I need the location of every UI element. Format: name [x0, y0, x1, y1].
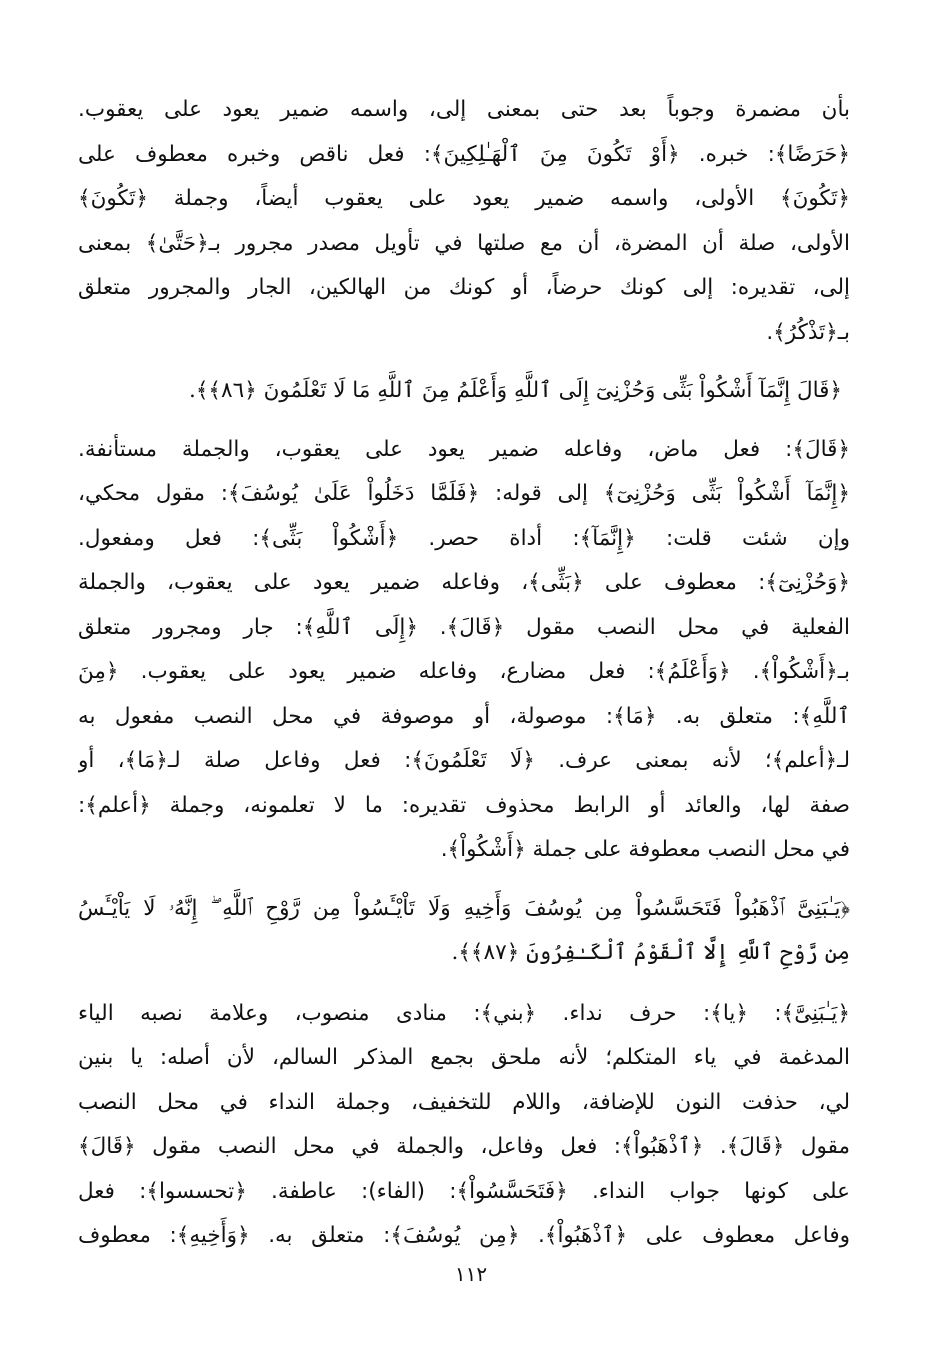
text-line: وإن شئت قلت: ﴿إِنَّمَآ﴾: أداة حصر. ﴿أَشْكُواْ بَثِّى﴾: فعل ومفعول. [78, 525, 850, 551]
text-line: ﴿تَكُونَ﴾ الأولى، واسمه ضمير يعود على يعقوب أيضاً، وجملة ﴿تَكُونَ﴾ [78, 186, 850, 211]
text-line: صفة لها، والعائد أو الرابط محذوف تقديره: ما لا تعلمونه، وجملة ﴿أعلم﴾: [78, 792, 850, 818]
verse-line: ﴿يَـٰبَنِىَّ ٱذْهَبُواْ فَتَحَسَّسُواْ مِن يُوسُفَ وَأَخِيهِ وَلَا تَاْيْـَٔسُواْ مِن رَّوْحِ ٱللَّهِ ۖ إِنَّهُۥ لَا يَاْيْـَٔسُ [78, 895, 850, 921]
text-line: ﴿حَرَضًا﴾: خبره. ﴿أَوْ تَكُونَ مِنَ ٱلْهَـٰلِكِينَ﴾: فعل ناقص وخبره معطوف على [78, 141, 850, 167]
text-line: بأن مضمرة وجوباً بعد حتى بمعنى إلى، واسمه ضمير يعود على يعقوب. [78, 97, 850, 122]
paragraph-3 [78, 992, 850, 1259]
spacer [78, 873, 850, 887]
text-line: لي، حذفت النون للإضافة، واللام للتخفيف، وجملة النداء في محل النصب [78, 1089, 850, 1115]
text-line: المدغمة في ياء المتكلم؛ لأنه ملحق بجمع المذكر السالم، لأن أصله: يا بنين [78, 1045, 850, 1070]
text-line: ﴿يَـٰبَنِىَّ﴾: ﴿يا﴾: حرف نداء. ﴿بني﴾: منادى منصوب، وعلامة نصبه الياء [78, 1000, 850, 1026]
text-line: إلى، تقديره: إلى كونك حرضاً، أو كونك من الهالكين، الجار والمجرور متعلق [78, 275, 850, 300]
spacer [78, 355, 850, 369]
text-line: الفعلية في محل النصب مقول ﴿قَالَ﴾. ﴿إِلَى ٱللَّهِ﴾: جار ومجرور متعلق [78, 614, 850, 640]
text-line: في محل النصب معطوفة على جملة ﴿أَشْكُواْ﴾. [440, 837, 850, 862]
verse-line: ﴿قَالَ إِنَّمَآ أَشْكُواْ بَثِّى وَحُزْنِىٓ إِلَى ٱللَّهِ وَأَعْلَمُ مِنَ ٱللَّهِ مَا لَا تَعْلَمُونَ ﴿٨٦﴾﴾. [189, 378, 842, 403]
text-line: ﴿إِنَّمَآ أَشْكُواْ بَثِّى وَحُزْنِىٓ﴾ إلى قوله: ﴿فَلَمَّا دَخَلُواْ عَلَىٰ يُوسُفَ﴾: مقول محكي، [78, 481, 850, 506]
quran-verse-87 [78, 887, 850, 976]
quran-verse-86 [78, 369, 850, 414]
text-line: ٱللَّهِ﴾: متعلق به. ﴿مَا﴾: موصولة، أو موصوفة في محل النصب مفعول به [78, 703, 850, 729]
text-line: بـ﴿أَشْكُواْ﴾. ﴿وَأَعْلَمُ﴾: فعل مضارع، وفاعله ضمير يعود على يعقوب. ﴿مِنَ [78, 659, 850, 684]
paragraph-1 [78, 88, 850, 355]
text-line: بـ﴿تَذْكُرُ﴾. [766, 319, 850, 345]
page-number: ١١٢ [454, 1262, 488, 1286]
text-line: ﴿وَحُزْنِىٓ﴾: معطوف على ﴿بَثِّى﴾، وفاعله ضمير يعود على يعقوب، والجملة [78, 570, 850, 595]
text-line: لـ﴿أعلم﴾؛ لأنه بمعنى عرف. ﴿لَا تَعْلَمُونَ﴾: فعل وفاعل صلة لـ﴿مَا﴾، أو [78, 748, 850, 773]
spacer [78, 976, 850, 992]
book-page [78, 88, 850, 1259]
text-line: مقول ﴿قَالَ﴾. ﴿ٱذْهَبُواْ﴾: فعل وفاعل، والجملة في محل النصب مقول ﴿قَالَ﴾ [78, 1134, 850, 1159]
text-line: ﴿قَالَ﴾: فعل ماض، وفاعله ضمير يعود على يعقوب، والجملة مستأنفة. [78, 436, 850, 462]
text-line: الأولى، صلة أن المضرة، أن مع صلتها في تأويل مصدر مجرور بـ﴿حَتَّىٰ﴾ بمعنى [78, 230, 850, 256]
paragraph-2 [78, 428, 850, 873]
text-line: وفاعل معطوف على ﴿ٱذْهَبُواْ﴾. ﴿مِن يُوسُفَ﴾: متعلق به. ﴿وَأَخِيهِ﴾: معطوف [78, 1223, 850, 1248]
text-line: على كونها جواب النداء. ﴿فَتَحَسَّسُواْ﴾: (الفاء): عاطفة. ﴿تحسسوا﴾: فعل [78, 1178, 850, 1204]
spacer [78, 414, 850, 428]
verse-line: مِن رَّوْحِ ٱللَّهِ إِلَّا ٱلْقَوْمُ ٱلْكَـٰفِرُونَ ﴿٨٧﴾﴾. [451, 940, 850, 965]
